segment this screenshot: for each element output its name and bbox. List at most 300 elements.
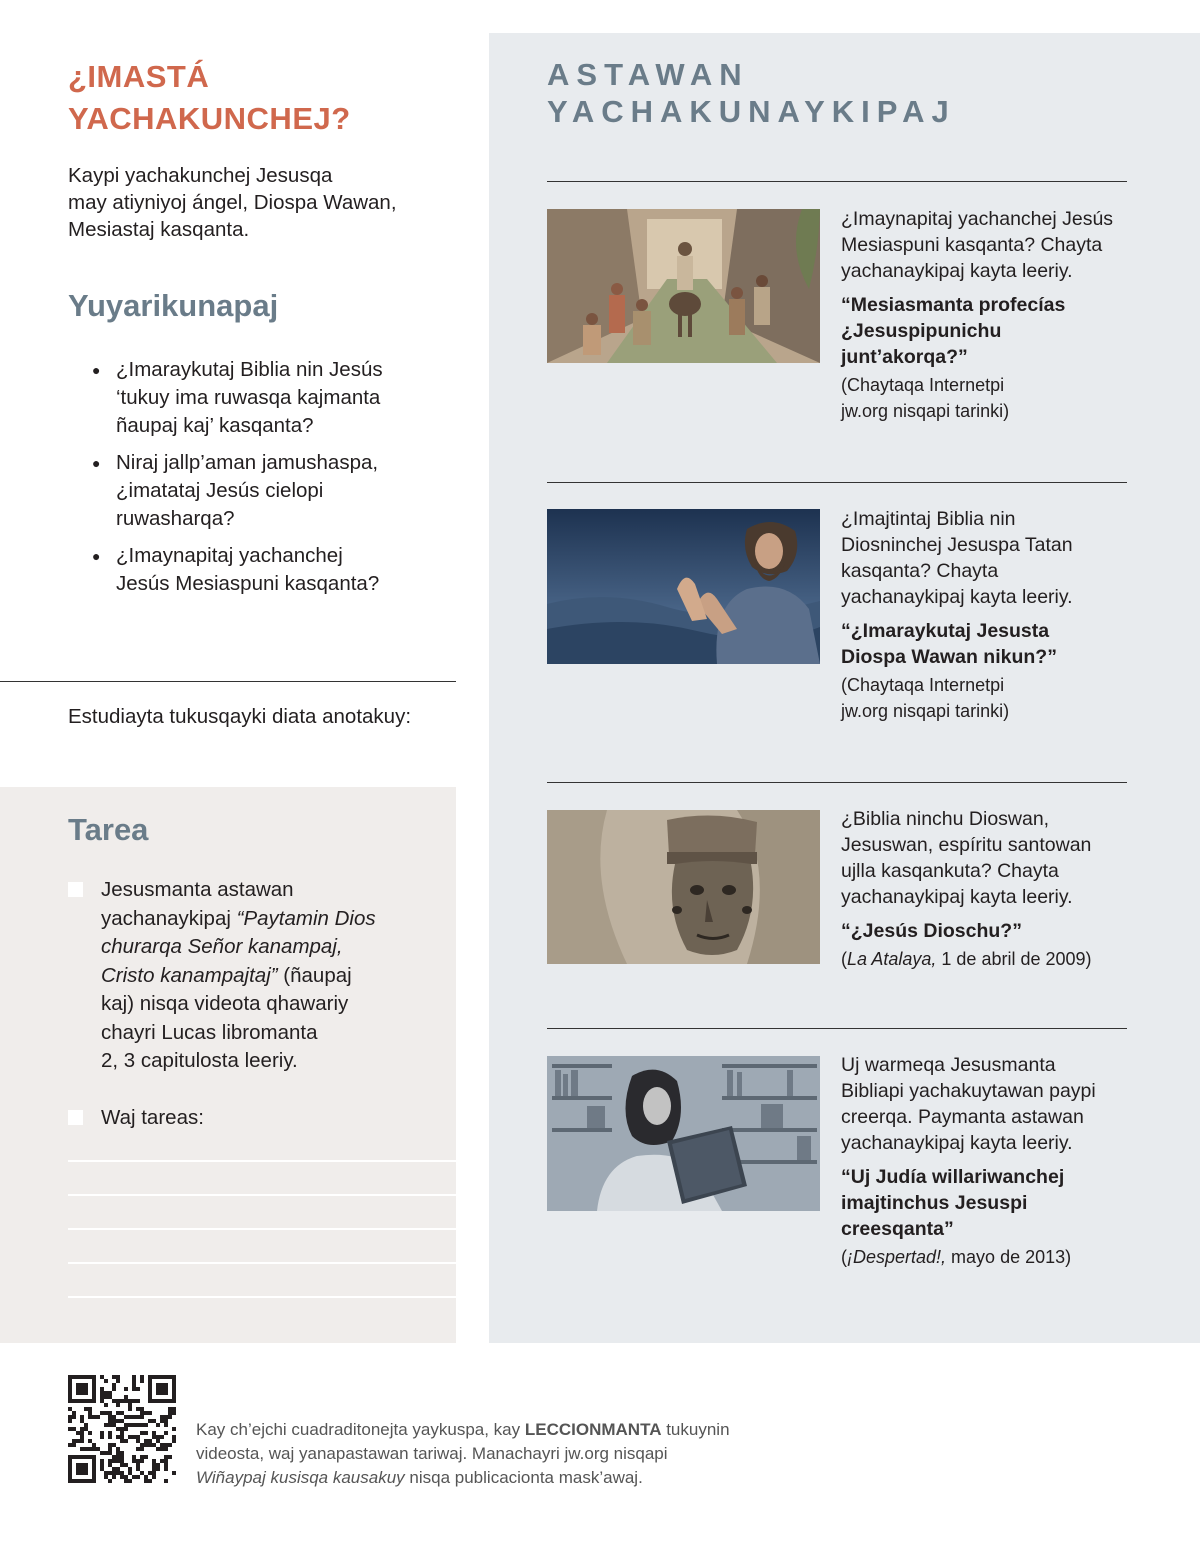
- qr-module: [168, 1415, 172, 1419]
- divider: [547, 1028, 1127, 1029]
- qr-module: [120, 1451, 124, 1455]
- qr-module: [160, 1375, 164, 1379]
- qr-module: [124, 1439, 128, 1443]
- source-text: 1 de abril de 2009): [936, 949, 1092, 969]
- title-line: “¿Jesús Dioschu?”: [841, 920, 1022, 942]
- publication-name: La Atalaya,: [847, 949, 937, 969]
- publication-name: ¡Despertad!,: [847, 1247, 947, 1267]
- task-line: chayri Lucas libromanta: [101, 1020, 318, 1044]
- qr-module: [144, 1439, 148, 1443]
- task-line: [101, 933, 428, 962]
- qr-module: [96, 1447, 100, 1451]
- article-entry: [841, 506, 1131, 724]
- qr-module: [164, 1463, 168, 1467]
- qr-module: [160, 1387, 164, 1391]
- question-line: Mesiaspuni kasqanta? Chayta: [841, 234, 1103, 256]
- qr-module: [128, 1415, 132, 1419]
- qr-module: [120, 1439, 124, 1443]
- qr-module: [72, 1399, 76, 1403]
- qr-module: [132, 1383, 136, 1387]
- qr-module: [172, 1375, 176, 1379]
- qr-module: [112, 1419, 116, 1423]
- question-line: Jesús Mesiaspuni kasqanta?: [116, 572, 380, 595]
- qr-module: [100, 1463, 104, 1467]
- qr-module: [84, 1375, 88, 1379]
- qr-module: [172, 1395, 176, 1399]
- question-line: kasqanta? Chayta: [841, 560, 999, 582]
- qr-module: [164, 1383, 168, 1387]
- writing-line[interactable]: [68, 1262, 456, 1264]
- qr-module: [136, 1447, 140, 1451]
- article-source: [841, 946, 1131, 972]
- qr-module: [108, 1443, 112, 1447]
- qr-module: [80, 1431, 84, 1435]
- qr-module: [84, 1407, 88, 1411]
- article-question: [841, 1052, 1131, 1156]
- qr-module: [144, 1423, 148, 1427]
- task-line: 2, 3 capitulosta leeriy.: [101, 1049, 298, 1072]
- qr-module: [92, 1455, 96, 1459]
- qr-module: [144, 1443, 148, 1447]
- qr-module: [80, 1427, 84, 1431]
- qr-module: [112, 1399, 116, 1403]
- qr-module: [68, 1479, 72, 1483]
- article-question: [841, 206, 1131, 284]
- qr-module: [160, 1443, 164, 1447]
- qr-module: [100, 1399, 104, 1403]
- qr-module: [76, 1479, 80, 1483]
- article-question: [841, 806, 1131, 910]
- qr-module: [88, 1407, 92, 1411]
- writing-line[interactable]: [68, 1160, 456, 1162]
- qr-module: [140, 1471, 144, 1475]
- qr-module: [84, 1479, 88, 1483]
- qr-module: [88, 1415, 92, 1419]
- qr-module: [120, 1455, 124, 1459]
- qr-module: [164, 1423, 168, 1427]
- qr-module: [72, 1411, 76, 1415]
- qr-module: [76, 1431, 80, 1435]
- qr-module: [100, 1459, 104, 1463]
- qr-module: [136, 1387, 140, 1391]
- title-line: “Mesiasmanta profecías: [841, 294, 1066, 316]
- qr-module: [80, 1419, 84, 1423]
- qr-module: [80, 1435, 84, 1439]
- qr-module: [132, 1423, 136, 1427]
- qr-module: [156, 1399, 160, 1403]
- bullet-icon: ●: [92, 455, 101, 471]
- qr-module: [100, 1387, 104, 1391]
- qr-module: [68, 1419, 72, 1423]
- qr-module: [132, 1459, 136, 1463]
- qr-module: [80, 1415, 84, 1419]
- qr-module: [160, 1447, 164, 1451]
- qr-module: [80, 1447, 84, 1451]
- qr-module: [124, 1427, 128, 1431]
- qr-module: [144, 1455, 148, 1459]
- qr-module: [148, 1379, 152, 1383]
- checkbox[interactable]: [68, 1110, 83, 1125]
- heading-line: ASTAWAN: [547, 57, 749, 92]
- footer-note: [196, 1418, 806, 1490]
- qr-module: [72, 1479, 76, 1483]
- qr-module: [140, 1423, 144, 1427]
- article-entry: [841, 1052, 1131, 1270]
- writing-line[interactable]: [68, 1296, 456, 1298]
- qr-module: [84, 1423, 88, 1427]
- qr-module: [148, 1383, 152, 1387]
- divider: [547, 482, 1127, 483]
- qr-module: [72, 1375, 76, 1379]
- qr-module: [68, 1375, 72, 1379]
- qr-module: [100, 1467, 104, 1471]
- qr-module: [164, 1455, 168, 1459]
- qr-module: [160, 1459, 164, 1463]
- qr-module: [92, 1379, 96, 1383]
- question-line: creerqa. Paymanta astawan: [841, 1106, 1084, 1128]
- qr-module: [128, 1399, 132, 1403]
- question-line: ¿Imaynapitaj yachanchej: [116, 544, 343, 567]
- qr-module: [144, 1475, 148, 1479]
- qr-module: [148, 1443, 152, 1447]
- writing-line[interactable]: [68, 1194, 456, 1196]
- question-line: yachanaykipaj kayta leeriy.: [841, 260, 1073, 282]
- qr-module: [148, 1391, 152, 1395]
- question-line: ‘tukuy ima ruwasqa kajmanta: [116, 386, 381, 409]
- article-title[interactable]: [841, 1164, 1131, 1242]
- qr-module: [152, 1419, 156, 1423]
- qr-module: [92, 1399, 96, 1403]
- article-image[interactable]: [547, 810, 820, 964]
- qr-module: [84, 1391, 88, 1395]
- homework-task-text: [101, 876, 428, 1076]
- question-line: Bibliapi yachakuytawan paypi: [841, 1080, 1096, 1102]
- qr-module: [128, 1423, 132, 1427]
- qr-module: [148, 1439, 152, 1443]
- qr-module: [164, 1419, 168, 1423]
- qr-module: [92, 1479, 96, 1483]
- qr-module: [112, 1415, 116, 1419]
- qr-module: [80, 1387, 84, 1391]
- qr-module: [124, 1387, 128, 1391]
- question-line: ¿Imaynapitaj yachanchej Jesús: [841, 208, 1114, 230]
- review-questions-list: [92, 356, 432, 607]
- qr-module: [116, 1451, 120, 1455]
- question-line: ñaupaj kaj’ kasqanta?: [116, 414, 314, 437]
- qr-module: [164, 1447, 168, 1451]
- title-line: creesqanta”: [841, 1218, 954, 1240]
- qr-module: [72, 1427, 76, 1431]
- qr-module: [76, 1463, 80, 1467]
- article-title[interactable]: [841, 918, 1131, 944]
- qr-module: [124, 1479, 128, 1483]
- qr-module: [92, 1447, 96, 1451]
- qr-module: [80, 1467, 84, 1471]
- source-line: jw.org nisqapi tarinki): [841, 701, 1010, 721]
- qr-module: [172, 1383, 176, 1387]
- question-line: ¿imatataj Jesús cielopi: [116, 479, 324, 502]
- homework-task-text: Waj tareas:: [101, 1106, 204, 1129]
- qr-module: [72, 1415, 76, 1419]
- qr-module: [68, 1455, 72, 1459]
- qr-module: [92, 1475, 96, 1479]
- qr-module: [148, 1387, 152, 1391]
- qr-module: [132, 1475, 136, 1479]
- question-line: ¿Imaraykutaj Biblia nin Jesús: [116, 358, 383, 381]
- qr-module: [124, 1415, 128, 1419]
- footer-text: Kay ch’ejchi cuadraditonejta yaykuspa, kay: [196, 1420, 525, 1439]
- footer-line: [196, 1466, 806, 1490]
- qr-module: [140, 1407, 144, 1411]
- qr-module: [76, 1383, 80, 1387]
- qr-module: [100, 1391, 104, 1395]
- qr-module: [68, 1471, 72, 1475]
- qr-module: [164, 1399, 168, 1403]
- qr-module: [120, 1475, 124, 1479]
- qr-module: [148, 1479, 152, 1483]
- qr-module: [172, 1379, 176, 1383]
- qr-module: [156, 1463, 160, 1467]
- qr-module: [156, 1375, 160, 1379]
- qr-module: [124, 1423, 128, 1427]
- qr-module: [92, 1467, 96, 1471]
- homework-heading: Tarea: [68, 812, 149, 847]
- qr-module: [68, 1443, 72, 1447]
- qr-module: [80, 1455, 84, 1459]
- qr-module: [112, 1459, 116, 1463]
- qr-module: [76, 1375, 80, 1379]
- qr-module: [88, 1411, 92, 1415]
- study-date-label: Estudiayta tukusqayki diata anotakuy:: [68, 705, 412, 728]
- qr-module: [152, 1475, 156, 1479]
- qr-module: [80, 1479, 84, 1483]
- article-image[interactable]: [547, 209, 820, 363]
- qr-module: [108, 1391, 112, 1395]
- qr-module: [104, 1391, 108, 1395]
- qr-module: [116, 1447, 120, 1451]
- qr-module: [124, 1399, 128, 1403]
- qr-module: [116, 1419, 120, 1423]
- qr-module: [100, 1411, 104, 1415]
- qr-module: [104, 1379, 108, 1383]
- qr-module: [120, 1427, 124, 1431]
- qr-module: [68, 1459, 72, 1463]
- qr-module: [92, 1395, 96, 1399]
- qr-module: [168, 1443, 172, 1447]
- qr-module: [168, 1399, 172, 1403]
- qr-module: [92, 1391, 96, 1395]
- source-line: jw.org nisqapi tarinki): [841, 401, 1010, 421]
- qr-module: [172, 1427, 176, 1431]
- qr-code[interactable]: [68, 1375, 176, 1483]
- qr-module: [92, 1443, 96, 1447]
- qr-module: [140, 1411, 144, 1415]
- qr-module: [156, 1423, 160, 1427]
- qr-module: [148, 1411, 152, 1415]
- qr-module: [136, 1435, 140, 1439]
- qr-module: [128, 1479, 132, 1483]
- question-line: ¿Imajtintaj Biblia nin: [841, 508, 1016, 530]
- qr-module: [108, 1415, 112, 1419]
- title-line: ¿Jesuspipunichu: [841, 320, 1002, 342]
- qr-module: [112, 1467, 116, 1471]
- article-title[interactable]: [841, 618, 1131, 670]
- homework-task: [68, 1104, 428, 1133]
- qr-module: [104, 1411, 108, 1415]
- qr-module: [128, 1467, 132, 1471]
- qr-module: [68, 1415, 72, 1419]
- qr-module: [100, 1451, 104, 1455]
- qr-module: [116, 1455, 120, 1459]
- qr-module: [140, 1431, 144, 1435]
- qr-module: [152, 1399, 156, 1403]
- qr-module: [84, 1387, 88, 1391]
- qr-module: [172, 1387, 176, 1391]
- qr-module: [136, 1407, 140, 1411]
- qr-module: [104, 1451, 108, 1455]
- qr-module: [164, 1375, 168, 1379]
- qr-module: [132, 1379, 136, 1383]
- page-title-line: YACHAKUNCHEJ?: [68, 101, 351, 136]
- qr-module: [116, 1399, 120, 1403]
- qr-module: [92, 1415, 96, 1419]
- video-title-text: Cristo kanampajtaj”: [101, 963, 278, 987]
- qr-module: [136, 1467, 140, 1471]
- qr-module: [164, 1387, 168, 1391]
- qr-module: [172, 1435, 176, 1439]
- qr-module: [120, 1459, 124, 1463]
- qr-module: [132, 1415, 136, 1419]
- qr-module: [72, 1443, 76, 1447]
- article-image[interactable]: [547, 1056, 820, 1211]
- divider: [0, 681, 456, 682]
- bullet-icon: ●: [92, 362, 101, 378]
- intro-line: may atiyniyoj ángel, Diospa Wawan,: [68, 191, 397, 214]
- source-line: (Chaytaqa Internetpi: [841, 675, 1005, 695]
- article-title[interactable]: [841, 292, 1131, 370]
- page-title: [68, 56, 448, 140]
- qr-module: [148, 1375, 152, 1379]
- article-question: [841, 506, 1131, 610]
- qr-module: [88, 1447, 92, 1451]
- qr-module: [136, 1399, 140, 1403]
- qr-module: [160, 1391, 164, 1395]
- video-title-text: “Paytamin Dios: [236, 906, 376, 930]
- qr-module: [164, 1459, 168, 1463]
- qr-module: [152, 1431, 156, 1435]
- qr-module: [140, 1415, 144, 1419]
- qr-module: [164, 1467, 168, 1471]
- qr-module: [120, 1463, 124, 1467]
- divider: [547, 782, 1127, 783]
- source-text: (: [841, 1247, 847, 1267]
- qr-module: [136, 1475, 140, 1479]
- qr-module: [136, 1439, 140, 1443]
- qr-module: [108, 1419, 112, 1423]
- qr-module: [156, 1435, 160, 1439]
- qr-module: [132, 1435, 136, 1439]
- qr-module: [120, 1399, 124, 1403]
- qr-module: [76, 1467, 80, 1471]
- writing-line[interactable]: [68, 1228, 456, 1230]
- qr-module: [124, 1395, 128, 1399]
- qr-module: [112, 1387, 116, 1391]
- qr-module: [108, 1471, 112, 1475]
- qr-module: [132, 1399, 136, 1403]
- source-text: mayo de 2013): [946, 1247, 1072, 1267]
- question-line: yachanaykipaj kayta leeriy.: [841, 1132, 1073, 1154]
- qr-module: [72, 1455, 76, 1459]
- qr-module: [84, 1463, 88, 1467]
- title-line: “¿Imaraykutaj Jesusta: [841, 620, 1050, 642]
- qr-module: [152, 1463, 156, 1467]
- footer-line: [196, 1418, 806, 1442]
- qr-code-icon: [68, 1375, 176, 1483]
- review-question: [92, 356, 432, 440]
- qr-module: [92, 1459, 96, 1463]
- qr-module: [140, 1379, 144, 1383]
- qr-module: [156, 1467, 160, 1471]
- qr-module: [72, 1439, 76, 1443]
- qr-module: [108, 1451, 112, 1455]
- qr-module: [104, 1475, 108, 1479]
- qr-module: [164, 1443, 168, 1447]
- qr-module: [112, 1455, 116, 1459]
- qr-module: [148, 1395, 152, 1399]
- qr-module: [120, 1431, 124, 1435]
- review-question: [92, 542, 432, 598]
- qr-module: [88, 1439, 92, 1443]
- qr-module: [100, 1435, 104, 1439]
- qr-module: [172, 1471, 176, 1475]
- publication-name: Wiñaypaj kusisqa kausakuy: [196, 1468, 405, 1487]
- qr-module: [104, 1403, 108, 1407]
- qr-module: [152, 1435, 156, 1439]
- qr-module: [172, 1439, 176, 1443]
- qr-module: [168, 1455, 172, 1459]
- heading-line: YACHAKUNAYKIPAJ: [547, 94, 956, 129]
- qr-module: [76, 1399, 80, 1403]
- qr-module: [144, 1431, 148, 1435]
- qr-module: [156, 1391, 160, 1395]
- qr-module: [96, 1415, 100, 1419]
- qr-module: [88, 1399, 92, 1403]
- qr-module: [112, 1423, 116, 1427]
- qr-module: [108, 1411, 112, 1415]
- source-line: (Chaytaqa Internetpi: [841, 375, 1005, 395]
- checkbox[interactable]: [68, 882, 83, 897]
- qr-module: [108, 1423, 112, 1427]
- qr-module: [116, 1435, 120, 1439]
- qr-module: [92, 1471, 96, 1475]
- question-line: yachanaykipaj kayta leeriy.: [841, 586, 1073, 608]
- qr-module: [140, 1455, 144, 1459]
- qr-module: [164, 1415, 168, 1419]
- qr-module: [120, 1471, 124, 1475]
- qr-module: [132, 1455, 136, 1459]
- qr-module: [84, 1383, 88, 1387]
- qr-module: [84, 1427, 88, 1431]
- task-line: [101, 905, 428, 934]
- qr-module: [172, 1407, 176, 1411]
- page-title-line: ¿IMASTÁ: [68, 59, 210, 94]
- task-line: kaj) nisqa videota qhawariy: [101, 992, 349, 1015]
- article-image[interactable]: [547, 509, 820, 664]
- qr-module: [68, 1427, 72, 1431]
- task-line: [101, 962, 428, 991]
- qr-module: [156, 1447, 160, 1451]
- footer-line: videosta, waj yanapastawan tariwaj. Manachayri jw.org nisqapi: [196, 1444, 668, 1463]
